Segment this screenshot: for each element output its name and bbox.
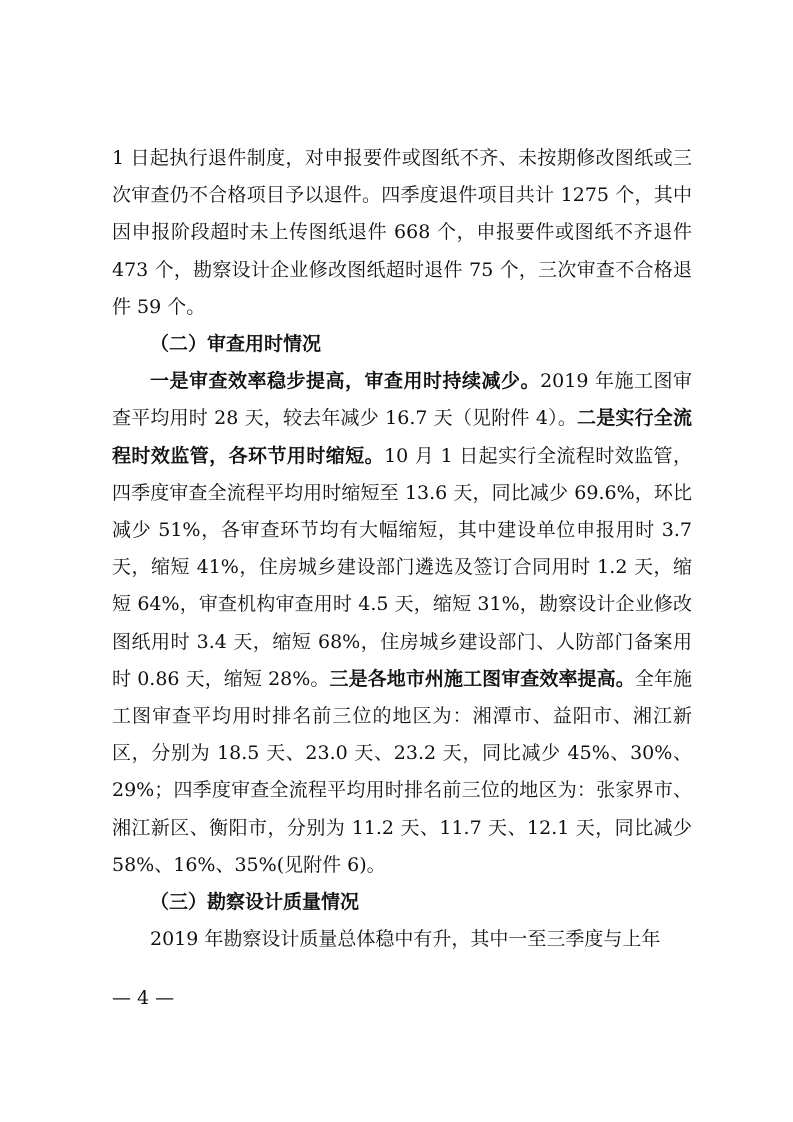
section-heading-review-time: （二）审查用时情况 (150, 333, 322, 356)
document-body (112, 140, 692, 958)
paragraph-review-time (112, 363, 692, 884)
point-two-bold: 二是实行全流程时效监管，各环节用时缩短。 (112, 407, 692, 467)
point-three-text: 全年施工图审查平均用时排名前三位的地区为：湘潭市、益阳市、湘江新区，分别为 18.5 天、23.0 天、23.2 天，同比减少 45%、30%、29%；四季度审查全流程平均用时排名前三位的地区为：张家界市、湘江新区、衡阳市，分别为 11.2 天、11.7 天、12.1 天，同比减少 58%、16%、35%(见附件 6)。 (112, 667, 692, 876)
paragraph-return-policy: 1 日起执行退件制度，对申报要件或图纸不齐、未按期修改图纸或三次审查仍不合格项目予以退件。四季度退件项目共计 1275 个，其中因申报阶段超时未上传图纸退件 668 个，申报要件或图纸不齐退件 473 个，勘察设计企业修改图纸超时退件 75 个，三次审查不合格退件 59 个。 (112, 147, 692, 318)
point-three-bold: 三是各地市州施工图审查效率提高。 (329, 667, 635, 690)
point-one-text: 2019 年施工图审查平均用时 28 天，较去年减少 16.7 天（见附件 4）。 (112, 370, 692, 430)
point-two-text: 10 月 1 日起实行全流程时效监管，四季度审查全流程平均用时缩短至 13.6 天，同比减少 69.6%，环比减少 51%，各审查环节均有大幅缩短，其中建设单位申报用时 3.7 天，缩短 41%，住房城乡建设部门遴选及签订合同用时 1.2 天，缩短 64%，审查机构审查用时 4.5 天，缩短 31%，勘察设计企业修改图纸用时 3.4 天，缩短 68%，住房城乡建设部门、人防部门备案用时 0.86 天，缩短 28%。 (112, 444, 692, 690)
section-heading-design-quality: （三）勘察设计质量情况 (150, 891, 360, 914)
page-number: — 4 — (112, 987, 175, 1009)
point-one-bold: 一是审查效率稳步提高，审查用时持续减少。 (150, 370, 541, 393)
paragraph-design-quality: 2019 年勘察设计质量总体稳中有升，其中一至三季度与上年 (150, 928, 661, 951)
